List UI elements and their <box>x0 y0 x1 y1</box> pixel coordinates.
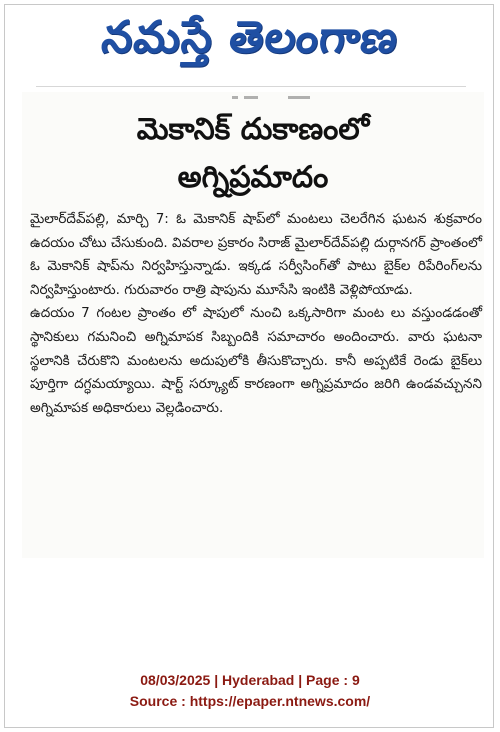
article-paragraph-2: ఉదయం 7 గంటల ప్రాంతం లో షాపులో నుంచి ఒక్కసారిగా మంట లు వస్తుండడంతో స్థానికులు గమనించి అగ్నిమాపక సిబ్బందికి సమాచారం అందించారు. వారు ఘటనా స్థలానికి చేరుకొని మంటలను అదుపులోకి తీసుకొచ్చారు. కానీ అప్పటికే రెండు బైక్‌లు పూర్తిగా దగ్ధమయ్యాయి. షార్ట్ సర్క్యూట్ కారణంగా అగ్నిప్రమాదం జరిగి ఉండవచ్చునని అగ్నిమాపక అధికారులు వెల్లడించారు. <box>30 305 482 416</box>
newspaper-masthead: నమస్తే తెలంగాణ <box>99 12 401 63</box>
article-headline-line2: అగ్నిప్రమాదం <box>177 160 329 195</box>
article-paragraph-1: మైలార్‌దేవ్‌పల్లి, మార్చి 7: ఓ మెకానిక్ షాప్‌లో మంటలు చెలరేగిన ఘటన శుక్రవారం ఉదయం చోటు చేసుకుంది. వివరాల ప్రకారం సిరాజ్ మైలార్‌దేవ్‌పల్లి దుర్గానగర్ ప్రాంతంలో ఓ మెకానిక్ షాప్‌ను నిర్వహిస్తున్నాడు. ఇక్కడ సర్వీసింగ్‌తో పాటు బైక్‌ల రిపేరింగ్‌లను నిర్వహిస్తుంటారు. గురువారం రాత్రి షాపును మూసేసి ఇంటికి వెళ్లిపోయాడు. <box>30 211 482 298</box>
publication-info: 08/03/2025 | Hyderabad | Page : 9 <box>140 672 360 688</box>
news-clipping <box>22 92 484 558</box>
article-body <box>30 208 482 420</box>
source-link: Source : https://epaper.ntnews.com/ <box>129 693 371 709</box>
clipping-edge-marks <box>22 92 484 102</box>
article-headline-line1: మెకానిక్ దుకాణంలో <box>136 112 370 147</box>
masthead-divider <box>36 86 466 87</box>
